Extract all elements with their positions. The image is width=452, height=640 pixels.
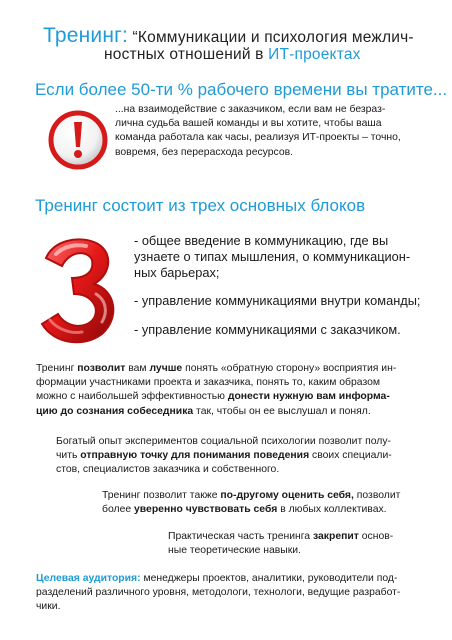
text: чики. [36,601,61,613]
paragraph-practice [168,530,438,558]
text: чить [56,450,81,462]
bold-text: уверенно чувствовать себя [134,504,278,516]
paragraph-experience [56,435,436,478]
text: в любых коллективах. [277,504,387,516]
target-audience [36,572,446,615]
bold-text: закрепит [312,531,359,542]
block-1-line: - общее введение в коммуникацию, где вы [134,233,389,248]
bold-text: по-другому оценить себя, [220,490,354,501]
text: Тренинг [36,363,78,374]
section1-line: ...на взаимодействие с заказчиком, если вам не безраз- [115,104,386,115]
bold-text: позволит [77,363,126,374]
number-three-balloon-icon [36,234,122,346]
bold-text: лучше [149,363,183,374]
bold-text: цию до сознания собеседника [36,405,194,417]
text: более [102,504,135,516]
text: Практическая часть тренинга [168,531,313,542]
page-title [43,24,414,48]
text: своих специали- [309,450,392,462]
text: основ- [358,531,394,542]
section1-line: лична судьба вашей команды и вы хотите, чтобы ваша [115,118,382,130]
block-1-line: узнаете о типах мышления, о коммуникацион- [134,249,411,264]
text: понять «обратную сторону» восприятия ин- [182,363,397,374]
title-line2-text: ностных отношений в [104,46,269,63]
page-title-line2 [104,46,361,64]
section1-line: вовремя, без перерасхода ресурсов. [115,146,294,158]
text: вам [125,363,150,374]
section1-heading: Если более 50-ти % рабочего времени вы тратите... [35,80,448,99]
exclamation-icon [48,110,108,170]
paragraph-self [102,489,442,517]
block-1-line: ных барьерах; [134,265,220,280]
text: разделений различного уровня, методологи, технологи, ведущие разработ- [36,587,401,599]
section1-line: команда работала как часы, реализуя ИТ-проекты – точно, [115,132,401,144]
title-word: Тренинг: [43,24,129,47]
audience-label: Целевая аудитория: [36,573,141,584]
text: формации участниками проекта и заказчика, понять то, каким образом [36,377,381,389]
section1-body [115,103,435,160]
block-3: - управление коммуникациями с заказчиком. [134,322,401,337]
bold-text: донести нужную вам информа- [227,391,390,403]
text: позволит [353,490,401,501]
title-line1: “Коммуникации и психология межлич- [128,29,414,46]
text: Богатый опыт экспериментов социальной психологии позволит полу- [56,436,392,447]
text: стов, специалистов заказчика и собственного. [56,464,280,476]
text: ные теоретические навыки. [168,545,301,557]
text: менеджеры проектов, аналитики, руководители под- [140,573,398,584]
paragraph-benefits [36,362,436,419]
block-2: - управление коммуникациями внутри команды; [134,293,421,308]
text: Тренинг позволит также [102,490,221,501]
section2-heading: Тренинг состоит из трех основных блоков [35,196,366,215]
text: можно с наибольшей эффективностью [36,391,228,403]
block-1 [134,233,444,281]
bold-text: отправную точку для понимания поведения [80,450,310,462]
title-it: ИТ-проектах [268,46,361,63]
text: так, чтобы он ее выслушал и понял. [193,405,371,417]
